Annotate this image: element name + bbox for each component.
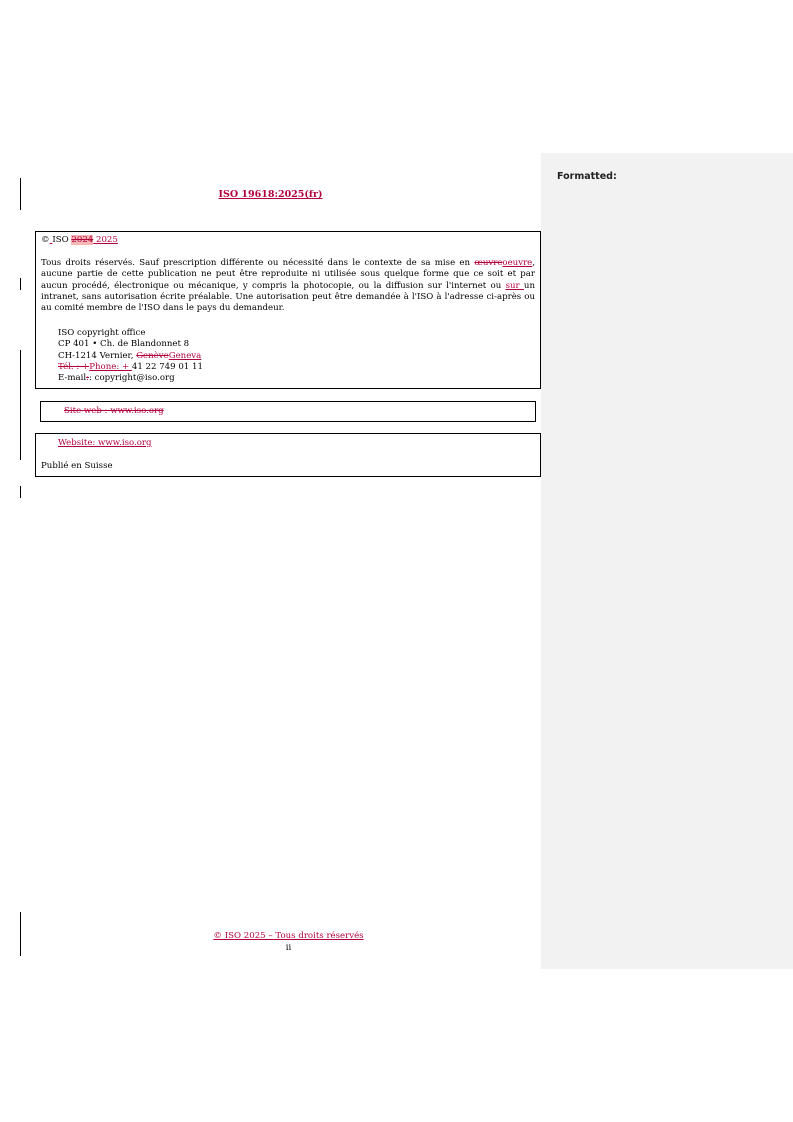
inserted-word-sur: sur [505,280,524,291]
footer-copyright: © ISO 2025 – Tous droits réservés [213,931,364,941]
address-line-street: CP 401 • Ch. de Blandonnet 8 [58,339,190,350]
address-line-phone [58,362,203,373]
deleted-colon: : [86,373,90,384]
comments-pane [541,153,793,969]
phone-number: 41 22 749 01 11 [131,361,203,372]
comments-pane-label: Formatted: [557,171,617,182]
deleted-word-oeuvre: œuvre [474,258,503,268]
deleted-year: 2024 [71,235,94,245]
inserted-year: 2025 [93,235,118,245]
copyright-symbol: © [41,235,50,245]
rights-paragraph: Tous droits réservés. Sauf prescription différente ou nécessité dans le contexte de sa mise en œuvreoeuvre, aucune partie de cette publication ne peut être reproduite ni utilisée sous quelque forme que ce soit et par aucun procédé, électronique ou mécanique, y compris la photocopie, ou la diffusion sur l'internet ou sur un intranet, sans autorisation écrite préalable. Une autorisation peut être demandée à l'ISO à l'adresse ci-après ou au comité membre de l'ISO dans le pays du demandeur. [41,258,535,314]
deleted-website-text: Site web : www.iso.org [64,406,164,416]
change-bar [20,486,21,498]
change-bar [20,278,21,290]
address-line-email: E-mail:: copyright@iso.org [58,373,175,384]
deleted-website-box [40,401,536,422]
deleted-phone-label: Tél. : + [58,361,90,372]
copyright-line [41,235,118,246]
inserted-website-text: Website: www.iso.org [58,438,152,448]
change-bar [20,350,21,460]
inserted-phone-label: Phone: + [89,361,132,372]
inserted-word-oeuvre: oeuvre [502,258,533,268]
published-in-text: Publié en Suisse [41,461,113,471]
deleted-city: Genève [136,350,169,361]
website-box [35,433,541,477]
copyright-box [35,231,541,389]
address-block [58,328,203,384]
page-number: ii [285,943,292,953]
inserted-city: Geneva [168,350,202,361]
address-line-city: CH-1214 Vernier, GenèveGeneva [58,350,202,361]
address-line-office: ISO copyright office [58,328,146,338]
iso-label: ISO [52,235,69,245]
document-header-title: ISO 19618:2025(fr) [218,189,323,200]
